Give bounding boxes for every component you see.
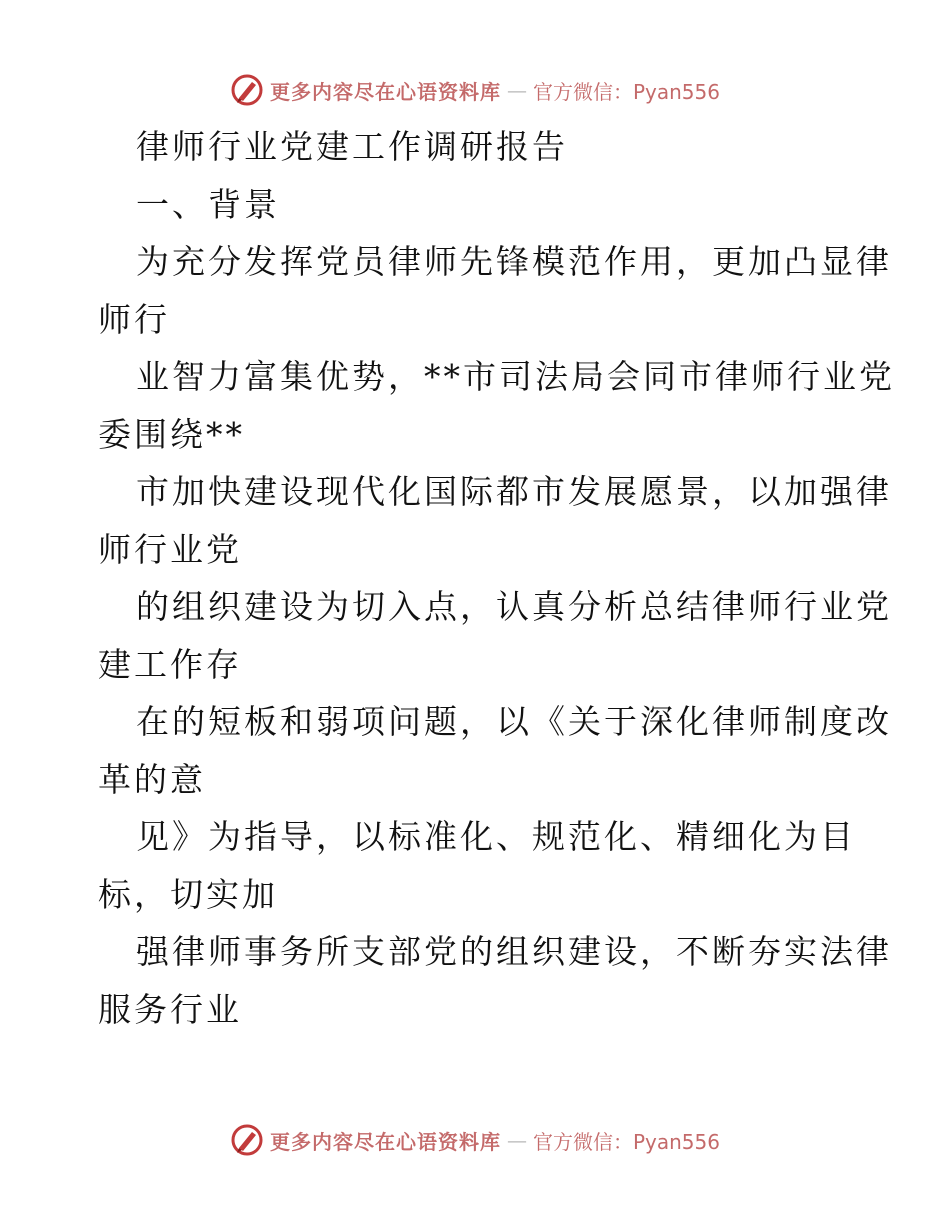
watermark-wechat: 官方微信：Pyan556: [532, 79, 720, 104]
paragraph-line: 在的短板和弱项问题，以《关于深化律师制度改: [136, 702, 892, 741]
header-watermark: [0, 70, 950, 110]
paragraph-line: 业智力富集优势，**市司法局会同市律师行业党: [136, 357, 895, 396]
paragraph-line: 强律师事务所支部党的组织建设，不断夯实法律: [136, 932, 892, 971]
paragraph-line: 的组织建设为切入点，认真分析总结律师行业党: [136, 587, 892, 626]
paragraph-line: 服务行业: [98, 989, 242, 1029]
paragraph-line: 为充分发挥党员律师先锋模范作用，更加凸显律: [136, 242, 892, 281]
watermark-text: 更多内容尽在心语资料库: [269, 1129, 501, 1154]
watermark-dash: —: [506, 78, 527, 102]
watermark-dash: —: [506, 1128, 527, 1152]
paragraph-line: 见》为指导，以标准化、规范化、精细化为目: [136, 817, 856, 856]
paragraph-line: 革的意: [98, 759, 206, 799]
footer-watermark: [0, 1120, 950, 1160]
paragraph-line: 师行业党: [98, 529, 242, 569]
paragraph-line: 委围绕**: [98, 414, 245, 454]
section-heading: 一、背景: [136, 184, 280, 224]
document-title: 律师行业党建工作调研报告: [136, 127, 568, 166]
paragraph-line: 标，切实加: [98, 874, 278, 914]
pen-logo-icon: [230, 73, 264, 107]
watermark-text: 更多内容尽在心语资料库: [269, 79, 501, 104]
paragraph-line: 师行: [98, 299, 170, 339]
watermark-wechat: 官方微信：Pyan556: [532, 1129, 720, 1154]
document-body: [98, 118, 895, 1038]
paragraph-line: 建工作存: [98, 644, 242, 684]
paragraph-line: 市加快建设现代化国际都市发展愿景，以加强律: [136, 472, 892, 511]
pen-logo-icon: [230, 1123, 264, 1157]
